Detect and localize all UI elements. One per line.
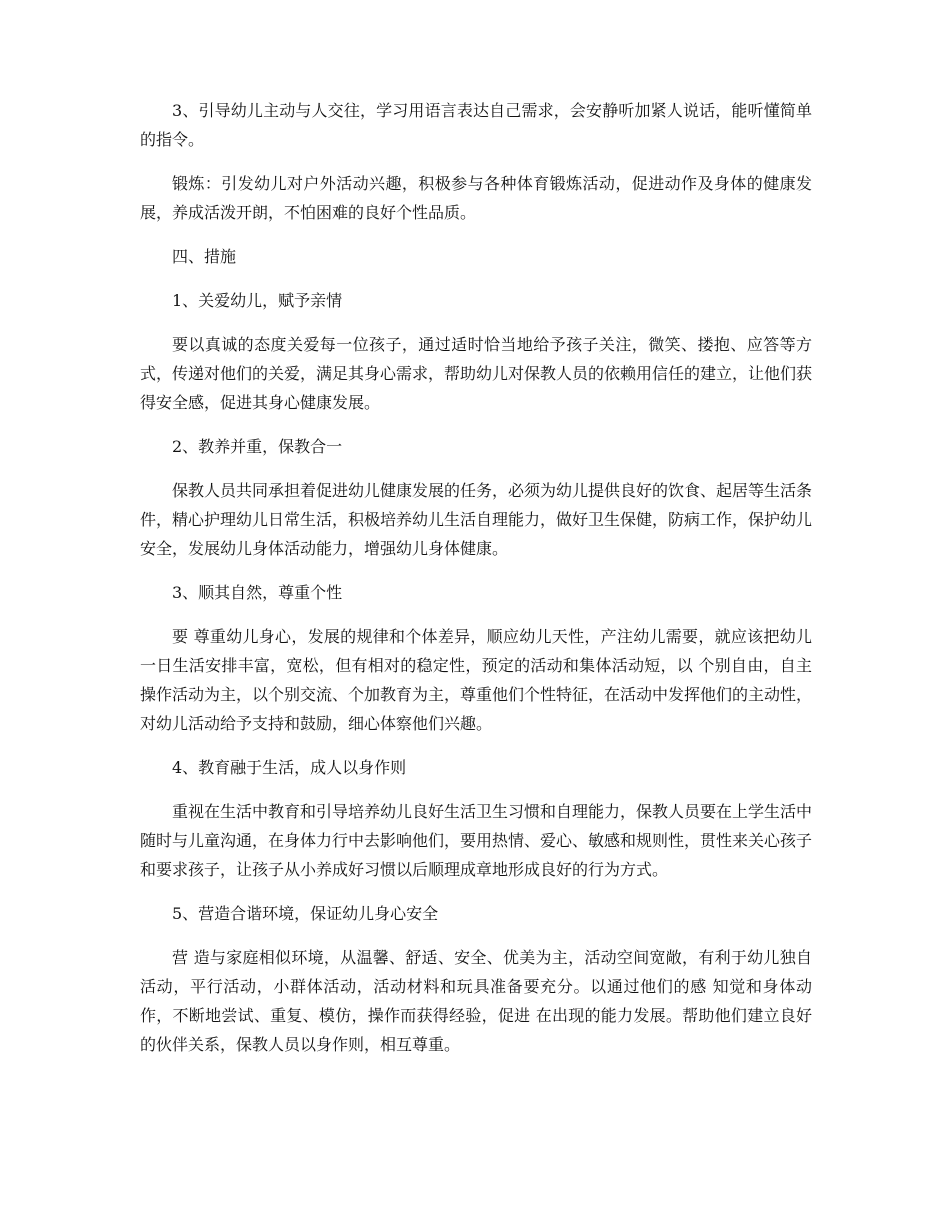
paragraph-measure-3: 要 尊重幼儿身心，发展的规律和个体差异，顺应幼儿天性，产注幼儿需要，就应该把幼儿一日生活安排丰富，宽松，但有相对的稳定性，预定的活动和集体活动短，以 个别自由，自主操作活动为主，以个别交流、个加教育为主，尊重他们个性特征，在活动中发挥他们的主动性，对幼儿活动给予支持和鼓励，细心体察他们兴趣。 <box>140 627 813 733</box>
subheading-measure-2: 2、教养并重，保教合一 <box>172 437 343 456</box>
subheading-measure-1: 1、关爱幼儿，赋予亲情 <box>172 291 343 310</box>
paragraph-measure-2: 保教人员共同承担着促进幼儿健康发展的任务，必须为幼儿提供良好的饮食、起居等生活条件，精心护理幼儿日常生活，积极培养幼儿生活自理能力，做好卫生保健，防病工作，保护幼儿安全，发展幼儿身体活动能力，增强幼儿身体健康。 <box>140 481 813 558</box>
subheading-measure-3: 3、顺其自然，尊重个性 <box>172 583 343 602</box>
section-heading-measures: 四、措施 <box>172 247 237 266</box>
paragraph-measure-5: 营 造与家庭相似环境，从温馨、舒适、安全、优美为主，活动空间宽敞，有利于幼儿独自活动，平行活动，小群体活动，活动材料和玩具准备要充分。以通过他们的感 知觉和身体动作，不断地尝试、重复、模仿，操作而获得经验，促进 在出现的能力发展。帮助他们建立良好的伙伴关系，保教人员以身作则，相互尊重。 <box>140 948 812 1054</box>
document-page <box>140 96 812 1059</box>
paragraph-measure-1: 要以真诚的态度关爱每一位孩子，通过适时恰当地给予孩子关注，微笑、搂抱、应答等方式，传递对他们的关爱，满足其身心需求，帮助幼儿对保教人员的依赖用信任的建立，让他们获得安全感，促进其身心健康发展。 <box>140 335 813 412</box>
paragraph-exercise: 锻炼：引发幼儿对户外活动兴趣，积极参与各种体育锻炼活动，促进动作及身体的健康发展，养成活泼开朗，不怕困难的良好个性品质。 <box>140 174 812 222</box>
subheading-measure-4: 4、教育融于生活，成人以身作则 <box>172 758 407 777</box>
paragraph-goal-3: 3、引导幼儿主动与人交往，学习用语言表达自己需求，会安静听加紧人说话，能听懂简单的指令。 <box>140 101 812 149</box>
paragraph-measure-4: 重视在生活中教育和引导培养幼儿良好生活卫生习惯和自理能力，保教人员要在上学生活中随时与儿童沟通，在身体力行中去影响他们，要用热情、爱心、敏感和规则性，贯性来关心孩子和要求孩子，让孩子从小养成好习惯以后顺理成章地形成良好的行为方式。 <box>140 802 813 879</box>
subheading-measure-5: 5、营造合谐环境，保证幼儿身心安全 <box>172 904 439 923</box>
